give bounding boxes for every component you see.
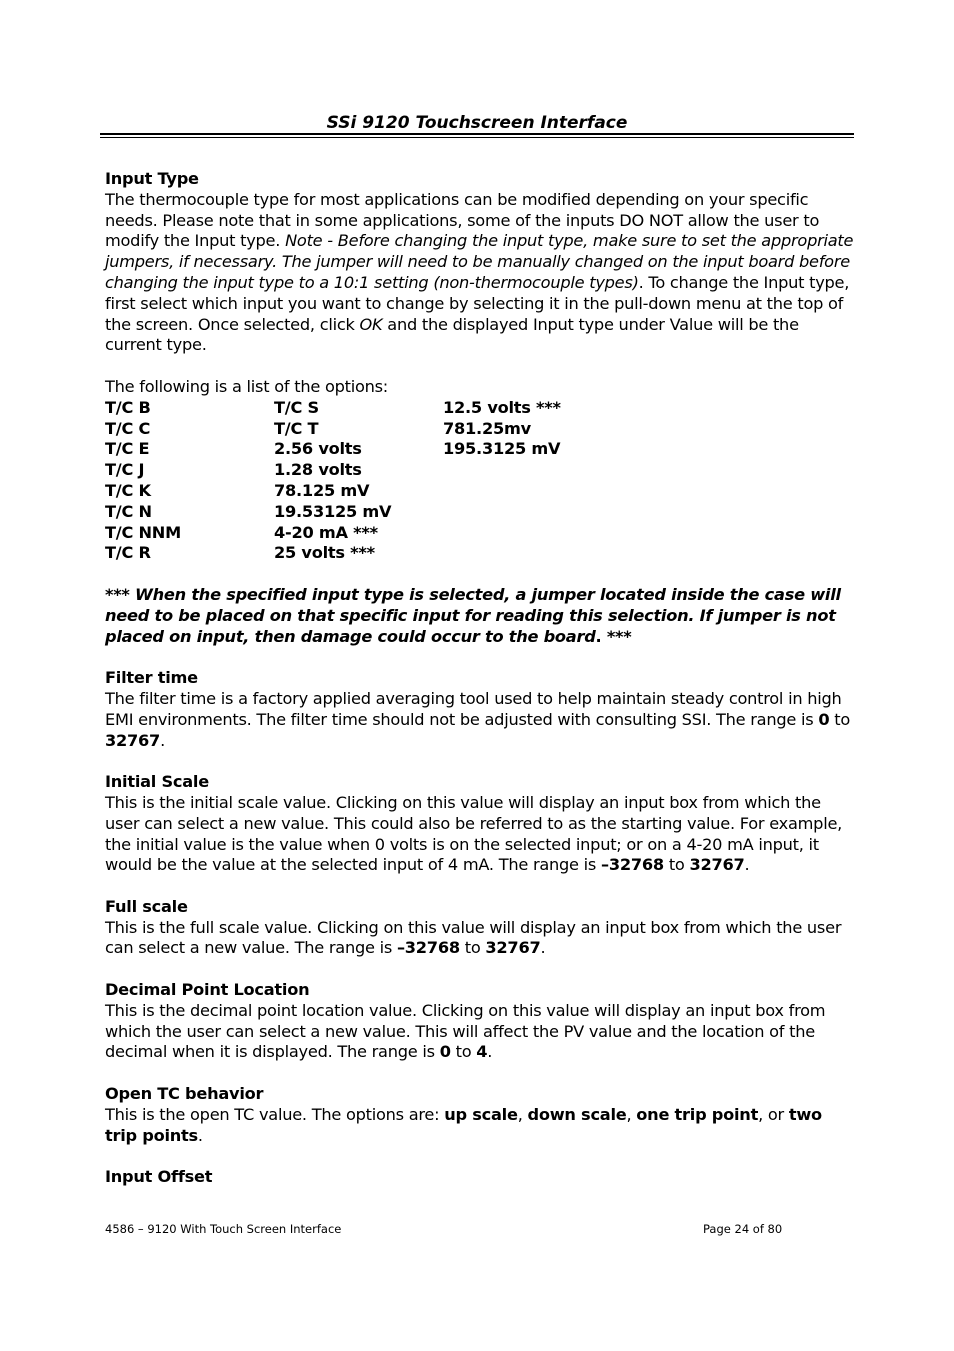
decimal-point-paragraph xyxy=(105,1001,855,1063)
option-item: 78.125 mV xyxy=(274,480,370,500)
filter-time-text: The filter time is a factory applied averaging tool used to help maintain steady control in high EMI environments. The filter time should not be adjusted with consulting SSI. The range is xyxy=(105,688,842,729)
input-type-heading: Input Type xyxy=(105,169,199,188)
ok-reference: OK xyxy=(359,314,383,334)
range-end: . xyxy=(160,730,165,750)
jumper-warning xyxy=(105,585,855,647)
option-item: T/C J xyxy=(105,460,145,480)
separator: , xyxy=(517,1104,528,1124)
option-item: 25 volts *** xyxy=(274,543,375,563)
option-item: 12.5 volts *** xyxy=(443,397,561,417)
separator: , xyxy=(626,1104,637,1124)
option-item: 4-20 mA *** xyxy=(274,522,378,542)
range-to: to xyxy=(459,938,486,958)
filter-time-paragraph xyxy=(105,689,855,751)
range-max: 32767 xyxy=(689,855,745,875)
document-body xyxy=(105,169,855,1188)
option-item xyxy=(443,460,643,481)
range-to: to xyxy=(450,1042,477,1062)
open-tc-option: two trip points xyxy=(105,1104,822,1145)
option-item: T/C C xyxy=(105,418,151,438)
range-to: to xyxy=(829,709,850,729)
range-end: . xyxy=(744,855,750,875)
option-item: T/C K xyxy=(105,480,151,500)
range-min: –32768 xyxy=(601,855,664,875)
input-offset-heading: Input Offset xyxy=(105,1167,213,1187)
initial-scale-heading: Initial Scale xyxy=(105,772,209,792)
initial-scale-paragraph xyxy=(105,793,855,876)
input-type-note: Note - Before changing the input type, make sure to set the appropriate jumpers, if necessary. The jumper will need to be manually changed on the input board before changing the input type to a 10:1 setting (non-thermocouple types) xyxy=(105,231,854,292)
input-type-text-end: and the displayed Input type under Value will be the current type. xyxy=(105,314,799,355)
option-item: T/C B xyxy=(105,397,151,417)
input-options-list xyxy=(105,398,855,564)
option-item: 19.53125 mV xyxy=(274,501,392,521)
input-type-text-cont: . To change the Input type, first select which input you want to change by selecting it in the pull-down menu at the top of the screen. Once selected, click xyxy=(105,272,850,334)
option-item: 781.25mv xyxy=(443,418,531,438)
header-rule-thin xyxy=(100,137,854,138)
open-tc-option: up scale xyxy=(444,1104,518,1124)
filter-time-heading: Filter time xyxy=(105,668,198,688)
option-item: 1.28 volts xyxy=(274,460,362,480)
range-to: to xyxy=(663,855,690,875)
range-max: 4 xyxy=(476,1042,488,1062)
full-scale-text: This is the full scale value. Clicking on this value will display an input box from which the user can select a new value. The range is xyxy=(105,917,842,958)
range-max: 32767 xyxy=(485,938,541,958)
option-item: T/C S xyxy=(274,397,319,417)
full-scale-heading: Full scale xyxy=(105,896,188,916)
page-header-title: SSi 9120 Touchscreen Interface xyxy=(326,113,628,133)
full-scale-paragraph xyxy=(105,918,855,960)
option-item: T/C NNM xyxy=(105,522,181,542)
range-max: 32767 xyxy=(105,730,161,750)
option-item: T/C T xyxy=(274,418,319,438)
warning-stars: *** xyxy=(105,584,136,604)
range-min: 0 xyxy=(439,1042,451,1062)
open-tc-heading: Open TC behavior xyxy=(105,1084,264,1104)
range-min: –32768 xyxy=(396,938,460,958)
option-item: 2.56 volts xyxy=(274,439,362,459)
range-min: 0 xyxy=(818,709,830,729)
option-item: T/C N xyxy=(105,501,152,521)
open-tc-option: down scale xyxy=(527,1104,627,1124)
initial-scale-text: This is the initial scale value. Clicking on this value will display an input box from which the user can select a new value. This could also be referred to as the starting value. For example, the initial value is the value when 0 volts is on the selected input; or on a 4-20 mA input, it would be the value at the selected input of 4 mA. The range is xyxy=(105,792,843,875)
open-tc-option: one trip point xyxy=(636,1104,759,1124)
sentence-end: . xyxy=(197,1125,203,1145)
decimal-point-heading: Decimal Point Location xyxy=(105,980,310,1000)
option-item xyxy=(443,481,643,502)
footer-page-number: Page 24 of 80 xyxy=(703,1222,783,1236)
decimal-point-text: This is the decimal point location value. Clicking on this value will display an input box from which the user can select a new value. This will affect the PV value and the location of the decimal when it is displayed. The range is xyxy=(105,1000,826,1062)
warning-text: When the specified input type is selected, a jumper located inside the case will need to be placed on that specific input for reading this selection. If jumper is not placed on input, then damage could occur to the board xyxy=(105,584,841,646)
open-tc-text: This is the open TC value. The options are: xyxy=(105,1104,445,1124)
input-type-paragraph xyxy=(105,190,855,356)
footer-document-title: 4586 – 9120 With Touch Screen Interface xyxy=(105,1222,342,1236)
option-item: 195.3125 mV xyxy=(443,439,561,459)
option-item xyxy=(443,502,643,523)
warning-end: . *** xyxy=(595,626,632,646)
options-intro: The following is a list of the options: xyxy=(105,376,389,396)
option-item xyxy=(443,543,643,564)
option-item xyxy=(443,523,643,544)
open-tc-paragraph xyxy=(105,1105,855,1147)
header-rule-thick xyxy=(100,133,854,135)
option-item: T/C R xyxy=(105,543,151,563)
range-end: . xyxy=(540,938,546,958)
option-item: T/C E xyxy=(105,439,150,459)
separator: , or xyxy=(758,1104,789,1124)
input-type-text: The thermocouple type for most applications can be modified depending on your specific needs. Please note that in some applications, some of the inputs DO NOT allow the user to modify the Input type. xyxy=(105,189,820,251)
range-end: . xyxy=(487,1042,493,1062)
